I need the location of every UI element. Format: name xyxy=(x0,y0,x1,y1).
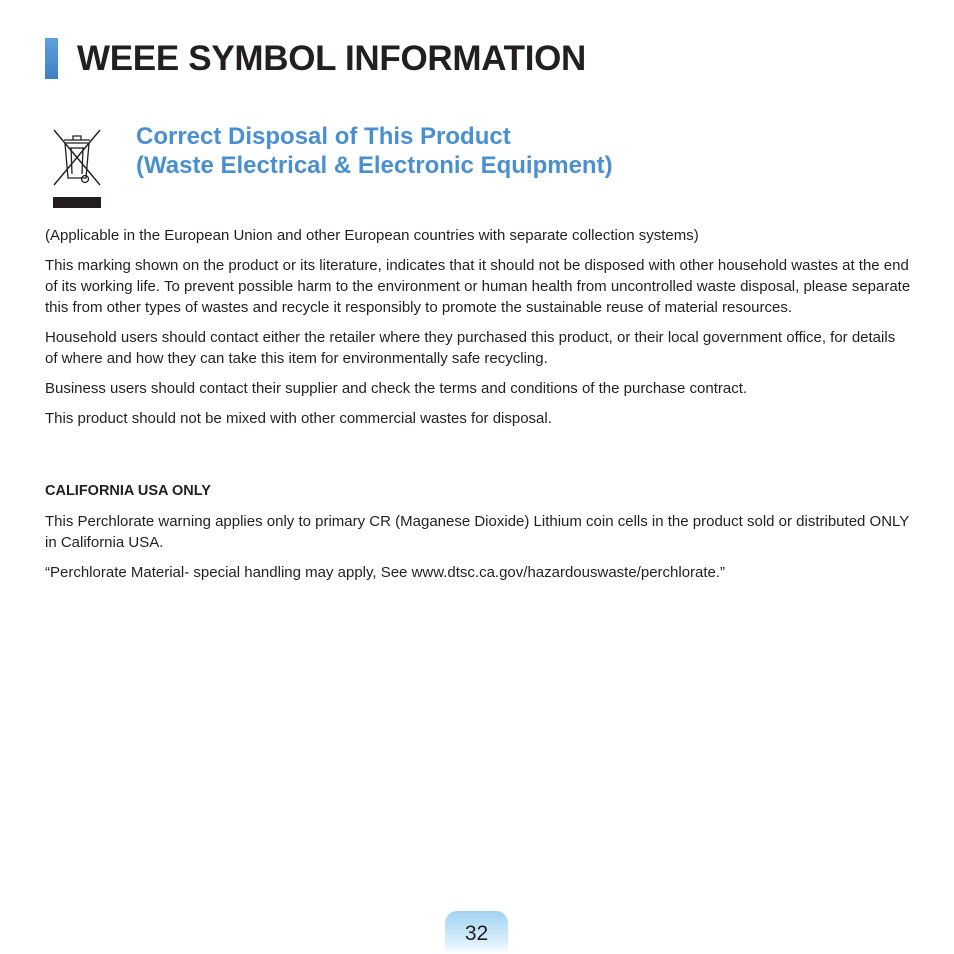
paragraph-marking: This marking shown on the product or its literature, indicates that it should not be disposed with other household wastes at the end of its working life. To prevent possible harm to the environment or human health from uncontrolled waste disposal, please separate this from other types of wastes and recycle it responsibly to promote the sustainable reuse of material resources. xyxy=(45,257,911,316)
paragraph-business-users: Business users should contact their supplier and check the terms and conditions of the purchase contract. xyxy=(45,380,748,397)
california-heading: CALIFORNIA USA ONLY xyxy=(45,483,211,499)
page-header xyxy=(45,38,586,79)
california-section xyxy=(45,481,911,592)
page-title: WEEE SYMBOL INFORMATION xyxy=(77,39,587,78)
paragraph-applicability: (Applicable in the European Union and other European countries with separate collection systems) xyxy=(45,227,699,244)
section-heading-line1: Correct Disposal of This Product xyxy=(136,123,511,150)
section-heading-line2: (Waste Electrical & Electronic Equipment) xyxy=(136,152,613,179)
crossed-out-wheelie-bin-icon xyxy=(52,124,102,210)
section-heading xyxy=(136,122,613,180)
paragraph-commercial-wastes: This product should not be mixed with other commercial wastes for disposal. xyxy=(45,410,552,427)
page-number: 32 xyxy=(464,922,489,945)
paragraph-household-users: Household users should contact either the retailer where they purchased this product, or their local government office, for details of where and how they can take this item for environmentally safe recycling. xyxy=(45,329,896,367)
header-accent-bar xyxy=(45,38,58,79)
weee-body-text xyxy=(45,225,911,438)
paragraph-perchlorate-warning: This Perchlorate warning applies only to primary CR (Maganese Dioxide) Lithium coin cells in the product sold or distributed ONLY in California USA. xyxy=(45,513,910,551)
page-number-tab xyxy=(445,911,508,954)
paragraph-perchlorate-material: “Perchlorate Material- special handling may apply, See www.dtsc.ca.gov/hazardouswaste/perchlorate.” xyxy=(45,564,726,581)
